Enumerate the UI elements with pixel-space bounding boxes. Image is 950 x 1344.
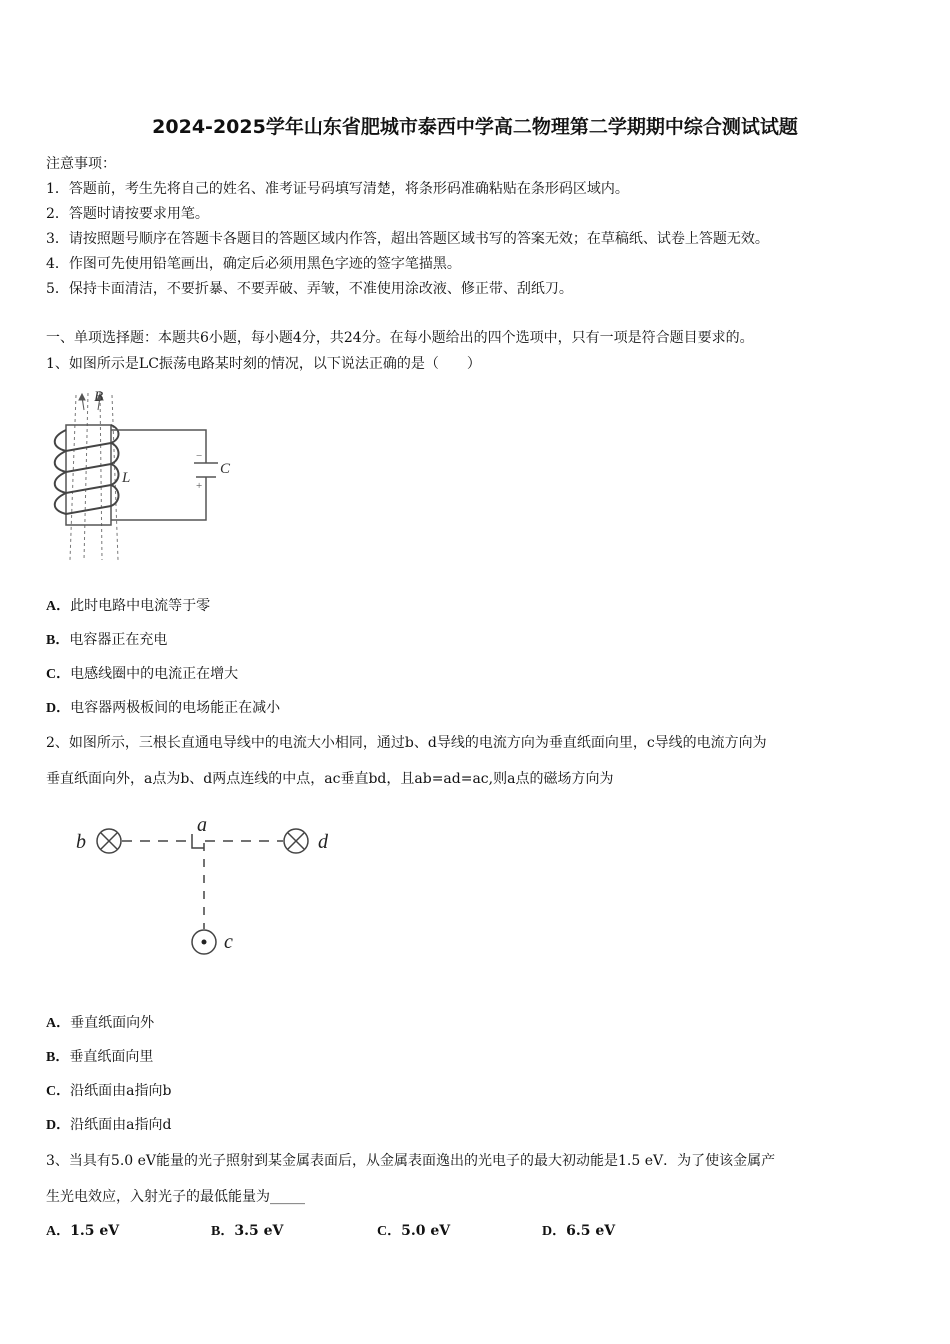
option-label: C． — [46, 1084, 71, 1099]
option-label: B． — [211, 1224, 235, 1239]
option-text: 垂直纸面向外 — [70, 1015, 155, 1031]
wires-figure — [66, 808, 356, 968]
option-text: 此时电路中电流等于零 — [70, 598, 211, 614]
option-text: 5.0 eV — [401, 1223, 451, 1239]
page-title: 2024-2025学年山东省肥城市泰西中学高二物理第二学期期中综合测试试题 — [152, 116, 798, 138]
notice-item: 3．请按照题号顺序在答题卡各题目的答题区域内作答，超出答题区域书写的答案无效；在草稿纸、试卷上答题无效。 — [46, 231, 769, 247]
q1-option-b[interactable] — [46, 629, 167, 649]
label-b-field: B — [94, 389, 104, 405]
option-text: 沿纸面由a指向b — [70, 1083, 172, 1099]
q3-option-c[interactable] — [377, 1220, 450, 1240]
option-text: 电容器正在充电 — [69, 632, 168, 648]
option-text: 沿纸面由a指向d — [70, 1117, 172, 1133]
label-inductor: L — [122, 470, 131, 486]
label-b: b — [76, 831, 86, 853]
option-text: 6.5 eV — [566, 1223, 616, 1239]
option-label: D． — [46, 701, 71, 716]
q2-option-d[interactable] — [46, 1114, 171, 1134]
option-label: B． — [46, 1050, 70, 1065]
q3-option-b[interactable] — [211, 1220, 283, 1240]
option-text: 1.5 eV — [70, 1223, 120, 1239]
notice-item: 1．答题前，考生先将自己的姓名、准考证号码填写清楚，将条形码准确粘贴在条形码区域内。 — [46, 181, 629, 197]
option-label: A． — [46, 1224, 71, 1239]
q2-option-a[interactable] — [46, 1012, 154, 1032]
option-text: 垂直纸面向里 — [69, 1049, 154, 1065]
q1-option-c[interactable] — [46, 663, 238, 683]
q1-option-d[interactable] — [46, 697, 280, 717]
question-3-stem-line1: 3、当具有5.0 eV能量的光子照射到某金属表面后，从金属表面逸出的光电子的最大初动能是1.5 eV．为了使该金属产 — [46, 1153, 776, 1169]
section-heading: 一、单项选择题：本题共6小题，每小题4分，共24分。在每小题给出的四个选项中，只有一项是符合题目要求的。 — [46, 330, 754, 346]
option-text: 电容器两极板间的电场能正在减小 — [70, 700, 281, 716]
svg-text:−: − — [196, 450, 203, 462]
notice-heading: 注意事项： — [46, 156, 116, 172]
option-label: D． — [46, 1118, 71, 1133]
label-d: d — [318, 831, 328, 853]
label-capacitor: C — [220, 461, 231, 477]
option-label: A． — [46, 599, 71, 614]
option-label: B． — [46, 633, 70, 648]
q1-option-a[interactable] — [46, 595, 210, 615]
q2-option-b[interactable] — [46, 1046, 153, 1066]
lc-circuit-figure — [46, 385, 246, 565]
option-label: C． — [377, 1224, 402, 1239]
label-c: c — [224, 931, 233, 953]
q2-option-c[interactable] — [46, 1080, 171, 1100]
option-text: 3.5 eV — [234, 1223, 284, 1239]
option-label: D． — [542, 1224, 567, 1239]
question-3-stem-line2: 生光电效应，入射光子的最低能量为_____ — [46, 1189, 305, 1205]
q3-option-a[interactable] — [46, 1220, 119, 1240]
label-a: a — [197, 814, 207, 836]
question-1-stem: 1、如图所示是LC振荡电路某时刻的情况，以下说法正确的是（ ） — [46, 356, 481, 372]
svg-text:+: + — [196, 480, 203, 492]
question-2-stem-line2: 垂直纸面向外，a点为b、d两点连线的中点，ac垂直bd，且ab=ad=ac,则a点的磁场方向为 — [46, 771, 614, 787]
q3-option-d[interactable] — [542, 1220, 615, 1240]
notice-item: 2．答题时请按要求用笔。 — [46, 206, 209, 222]
question-2-stem-line1: 2、如图所示，三根长直通电导线中的电流大小相同，通过b、d导线的电流方向为垂直纸面向里，c导线的电流方向为 — [46, 735, 767, 751]
option-text: 电感线圈中的电流正在增大 — [70, 666, 239, 682]
notice-item: 4．作图可先使用铅笔画出，确定后必须用黑色字迹的签字笔描黑。 — [46, 256, 461, 272]
option-label: C． — [46, 667, 71, 682]
option-label: A． — [46, 1016, 71, 1031]
notice-item: 5．保持卡面清洁，不要折暴、不要弄破、弄皱，不准使用涂改液、修正带、刮纸刀。 — [46, 281, 573, 297]
